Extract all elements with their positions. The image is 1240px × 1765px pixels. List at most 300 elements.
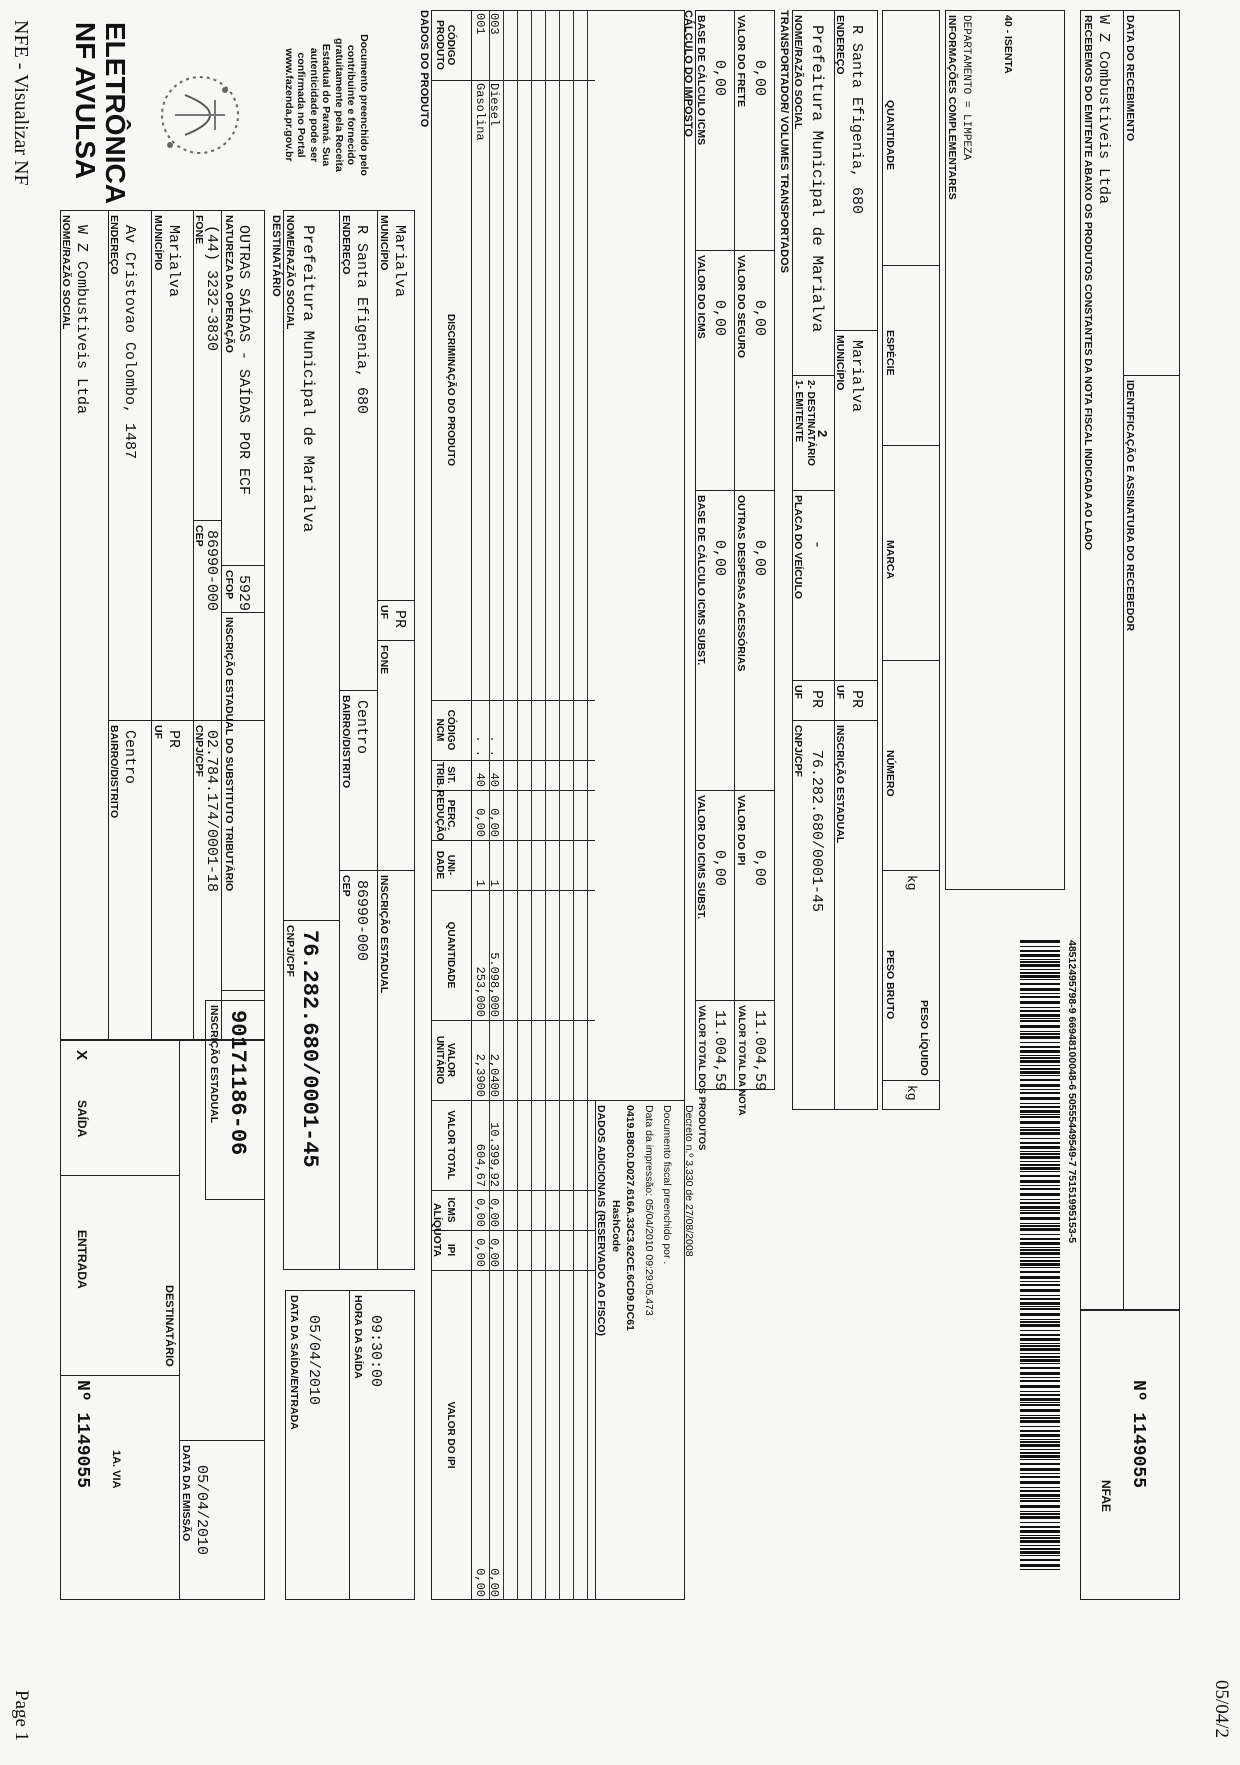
- barcode-bar: [1020, 1540, 1060, 1543]
- transp-uf2: PR: [848, 690, 865, 709]
- col-header-ipi: IPI: [445, 1243, 456, 1257]
- barcode-bar: [1020, 1530, 1060, 1533]
- barcode-bar: [1020, 1223, 1060, 1224]
- barcode-bar: [1020, 1114, 1060, 1115]
- emitente-fone-label: FONE: [193, 215, 205, 245]
- barcode-bar: [1020, 1473, 1060, 1474]
- page-label: Page 1: [11, 1690, 32, 1742]
- recibo-text: RECEBEMOS DO EMITENTE ABAIXO OS PRODUTOS CONSTANTES DA NOTA FISCAL INDICADA AO LADO: [1082, 15, 1094, 551]
- product-cell-unid: 1: [473, 879, 487, 887]
- barcode-bar: [1020, 1545, 1060, 1546]
- produtos-section: DADOS DO PRODUTO: [418, 10, 430, 128]
- product-cell-vtotal: 604,67: [473, 1143, 487, 1187]
- barcode-bar: [1020, 1569, 1060, 1570]
- hashcode-label: HashCode: [610, 1200, 622, 1252]
- emitente-ie-label: INSCRIÇÃO ESTADUAL: [208, 1005, 220, 1124]
- emitente-nome-label: NOME/RAZÃO SOCIAL: [60, 215, 72, 330]
- barcode-bar: [1020, 959, 1060, 960]
- barcode-bar: [1020, 1167, 1060, 1170]
- barcode-bar: [1020, 1338, 1060, 1341]
- barcode-bar: [1020, 1185, 1060, 1186]
- barcode-bar: [1020, 1065, 1060, 1066]
- barcode-bar: [1020, 1103, 1060, 1104]
- barcode-bar: [1020, 1156, 1060, 1159]
- frete-opt1: 1- EMITENTE: [793, 380, 804, 443]
- frete-value: 0,00: [751, 60, 768, 97]
- barcode-bar: [1020, 1068, 1060, 1070]
- barcode-bar: [1020, 1420, 1060, 1423]
- saida-label: SAÍDA: [75, 1100, 89, 1138]
- barcode-bar: [1020, 950, 1060, 952]
- barcode-bar: [1020, 1180, 1060, 1183]
- barcode: [1020, 940, 1060, 1580]
- barcode-bar: [1020, 1430, 1060, 1432]
- transp-nome-label: NOME/RAZÃO SOCIAL: [792, 15, 804, 130]
- dest-bairro-label: BAIRRO/DISTRITO: [340, 695, 352, 789]
- barcode-bar: [1020, 1513, 1060, 1515]
- dest-endereco-label: ENDEREÇO: [340, 215, 352, 275]
- barcode-bar: [1020, 1330, 1060, 1331]
- natureza-label: NATUREZA DA OPERAÇÃO: [223, 215, 235, 353]
- barcode-bar: [1020, 954, 1060, 957]
- barcode-bar: [1020, 972, 1060, 974]
- dest-nome: Prefeitura Municipal de Marialva: [299, 225, 317, 533]
- ipi-label: VALOR DO IPI: [735, 795, 747, 866]
- barcode-bar: [1020, 983, 1060, 985]
- barcode-bar: [1020, 1345, 1060, 1347]
- barcode-bar: [1020, 1171, 1060, 1172]
- barcode-text: 48512495798-9 66948100048-6 50555449549-7 75151995153-5: [1066, 940, 1078, 1244]
- barcode-bar: [1020, 1426, 1060, 1427]
- barcode-bar: [1020, 1193, 1060, 1196]
- barcode-bar: [1020, 1441, 1060, 1443]
- product-cell-qtd: 5.098,000: [487, 952, 501, 1017]
- emitente-uf-label: UF: [152, 725, 164, 739]
- barcode-bar: [1020, 1398, 1060, 1401]
- valor-icms-label: VALOR DO ICMS: [695, 255, 707, 339]
- barcode-bar: [1020, 1247, 1060, 1248]
- barcode-bar: [1020, 1127, 1060, 1128]
- quantidade-label: QUANTIDADE: [884, 100, 896, 170]
- preenchido-por: Documento fiscal preenchido por .: [661, 1105, 673, 1265]
- barcode-bar: [1020, 1494, 1060, 1497]
- barcode-bar: [1020, 1020, 1060, 1022]
- barcode-bar: [1020, 1313, 1060, 1316]
- barcode-bar: [1020, 1452, 1060, 1454]
- barcode-bar: [1020, 1516, 1060, 1519]
- barcode-bar: [1020, 1007, 1060, 1008]
- barcode-bar: [1020, 1084, 1060, 1087]
- dest-cep: 86990-000: [353, 880, 370, 962]
- saida-entrada-label: DATA DA SAÍDA/ENTRADA: [288, 1295, 300, 1430]
- peso-bruto-unit: kg: [904, 875, 919, 891]
- saida-entrada-value: 05/04/2010: [305, 1315, 322, 1406]
- transp-municipio: Marialva: [848, 340, 865, 413]
- barcode-bar: [1020, 1164, 1060, 1166]
- barcode-bar: [1020, 1234, 1060, 1235]
- saida-check-mark: X: [73, 1050, 90, 1061]
- barcode-bar: [1020, 1042, 1060, 1043]
- hora-value: 09:30:00: [367, 1315, 384, 1388]
- barcode-bar: [1020, 1092, 1060, 1094]
- col-header-descricao: DISCRIMINAÇÃO DO PRODUTO: [445, 313, 456, 467]
- notice-line: Estadual do Paraná. Sua: [320, 43, 333, 167]
- barcode-bar: [1020, 1031, 1060, 1032]
- emitente-cnpj: 02.784.174/0001-18: [203, 730, 220, 893]
- barcode-bar: [1020, 1468, 1060, 1471]
- product-cell-codigo: 001: [473, 13, 487, 35]
- barcode-bar: [1020, 1415, 1060, 1416]
- total-nota: 11.004,59: [751, 1010, 768, 1092]
- dest-nome-label: NOME/RAZÃO SOCIAL: [284, 215, 296, 330]
- barcode-bar: [1020, 1014, 1060, 1017]
- barcode-bar: [1020, 1257, 1060, 1258]
- barcode-bar: [1020, 1238, 1060, 1240]
- cfop-value: 5929: [235, 575, 252, 612]
- peso-bruto-label: PESO BRUTO: [884, 950, 896, 1020]
- product-cell-codigo: 003: [487, 13, 501, 35]
- emitente-endereco-label: ENDEREÇO: [108, 215, 120, 275]
- product-cell-icms: 0,00: [473, 1198, 487, 1227]
- barcode-bar: [1020, 1402, 1060, 1403]
- notice-line: www.fazenda.pr.gov.br: [283, 48, 295, 162]
- peso-liquido-unit: kg: [904, 1085, 919, 1101]
- recibo-number: Nº 1149055: [1128, 1380, 1148, 1489]
- barcode-bar: [1020, 1110, 1060, 1113]
- ipi-value: 0,00: [751, 850, 768, 887]
- dest-cnpj: 76.282.680/0001-45: [297, 930, 322, 1168]
- barcode-bar: [1020, 1267, 1060, 1268]
- recibo-emitente: W Z Combustiveis Ltda: [1095, 15, 1112, 205]
- barcode-bar: [1020, 1535, 1060, 1536]
- barcode-bar: [1020, 1498, 1060, 1499]
- transp-uf-label: UF: [792, 685, 804, 699]
- barcode-bar: [1020, 1281, 1060, 1282]
- base-subst: 0,00: [711, 540, 728, 577]
- barcode-bar: [1020, 1175, 1060, 1177]
- barcode-bar: [1020, 1276, 1060, 1279]
- peso-liquido-label: PESO LÍQUIDO: [918, 1000, 930, 1076]
- barcode-bar: [1020, 1555, 1060, 1556]
- barcode-bar: [1020, 1367, 1060, 1369]
- adicionais-label: DADOS ADICIONAIS (RESERVADO AO FISCO): [595, 1105, 607, 1337]
- barcode-bar: [1020, 1324, 1060, 1327]
- product-cell-sit: 40: [473, 772, 487, 787]
- barcode-bar: [1020, 1228, 1060, 1231]
- barcode-bar: [1020, 1046, 1060, 1048]
- barcode-bar: [1020, 1116, 1060, 1118]
- transp-municipio-label: MUNICÍPIO: [834, 335, 846, 391]
- recibo-assinatura-label: IDENTIFICAÇÃO E ASSINATURA DO RECEBEDOR: [1124, 380, 1136, 632]
- notice-line: contribuinte e fornecido: [345, 44, 358, 166]
- decreto: Decreto n.º 3.330 de 27/08/2008: [683, 1105, 695, 1257]
- outras-despesas-label: OUTRAS DESPESAS ACESSÓRIAS: [735, 495, 747, 672]
- impressao-date: Data da impressão: 05/04/2010 09:29:05.473: [643, 1105, 655, 1316]
- product-cell-descricao: Gasolina: [473, 83, 487, 141]
- transp-endereco: R Santa Efigenia, 680: [848, 25, 865, 215]
- emissao-label: DATA DA EMISSÃO: [180, 1445, 192, 1542]
- barcode-bar: [1020, 1377, 1060, 1378]
- barcode-bar: [1020, 1055, 1060, 1056]
- placa-value: -: [808, 540, 825, 550]
- barcode-bar: [1020, 1249, 1060, 1251]
- barcode-bar: [1020, 1146, 1060, 1149]
- notice-line: autenticidade pode ser: [308, 47, 320, 163]
- info-section: INFORMAÇÕES COMPLEMENTARES: [946, 15, 958, 200]
- product-cell-vipi: 0,00: [487, 1568, 501, 1597]
- emitente-uf: PR: [165, 730, 182, 749]
- barcode-bar: [1020, 1089, 1060, 1090]
- emitente-bairro: Centro: [121, 730, 138, 785]
- hashcode-value: 0419.B8C0.D027.616A.33C3.62CE.6CD9.DC61: [624, 1105, 636, 1331]
- notice-line: gratuitamente pela Receita: [333, 38, 345, 172]
- col-header-vtotal: VALOR TOTAL: [445, 1110, 456, 1180]
- barcode-bar: [1020, 1271, 1060, 1273]
- barcode-bar: [1020, 1380, 1060, 1382]
- barcode-bar: [1020, 1444, 1060, 1447]
- emitente-endereco: Av Cristovao Colombo, 1487: [121, 225, 138, 460]
- col-header-aliquota: ALÍQUOTA: [431, 1202, 443, 1258]
- product-cell-qtd: 253,000: [473, 966, 487, 1017]
- barcode-bar: [1020, 1353, 1060, 1354]
- barcode-bar: [1020, 961, 1060, 963]
- barcode-bar: [1020, 1404, 1060, 1406]
- destinatario-tag: DESTINATÁRIO: [163, 1285, 175, 1367]
- imposto-section: CÁLCULO DO IMPOSTO: [682, 10, 694, 137]
- app-title: NFE - Visualizar NF: [10, 20, 32, 186]
- total-produtos: 11.004,59: [711, 1010, 728, 1092]
- barcode-bar: [1020, 964, 1060, 967]
- barcode-bar: [1020, 1505, 1060, 1508]
- barcode-bar: [1020, 1348, 1060, 1351]
- barcode-bar: [1020, 1409, 1060, 1412]
- emitente-cep: 86990-000: [203, 530, 220, 612]
- dest-cep-label: CEP: [340, 875, 352, 897]
- barcode-bar: [1020, 969, 1060, 970]
- transp-cnpj: 76.282.680/0001-45: [808, 750, 825, 913]
- transp-uf2-label: UF: [834, 685, 846, 699]
- product-cell-ipi: 0,00: [487, 1238, 501, 1267]
- transp-cnpj-label: CNPJ/CPF: [792, 725, 804, 777]
- barcode-bar: [1020, 988, 1060, 991]
- product-cell-ncm: . .: [487, 735, 501, 757]
- notice-line: confirmada no Portal: [295, 52, 308, 158]
- col-header-vipi: VALOR DO IPI: [445, 1401, 456, 1469]
- barcode-bar: [1020, 1334, 1060, 1336]
- barcode-bar: [1020, 1551, 1060, 1554]
- barcode-bar: [1020, 1481, 1060, 1484]
- barcode-bar: [1020, 1559, 1060, 1561]
- barcode-bar: [1020, 1057, 1060, 1059]
- barcode-bar: [1020, 1391, 1060, 1392]
- product-cell-vtotal: 10.399,92: [487, 1122, 501, 1187]
- barcode-bar: [1020, 1018, 1060, 1019]
- product-cell-ncm: . .: [473, 735, 487, 757]
- col-header-icms: ICMS: [445, 1197, 456, 1223]
- barcode-bar: [1020, 1487, 1060, 1488]
- authenticity-notice: [283, 10, 371, 200]
- barcode-bar: [1020, 1319, 1060, 1320]
- emissao-value: 05/04/2010: [193, 1465, 210, 1556]
- transp-nome: Prefeitura Municipal de Marialva: [808, 25, 826, 333]
- barcode-bar: [1020, 1295, 1060, 1296]
- product-cell-perc: 0,00: [473, 808, 487, 837]
- barcode-bar: [1020, 1242, 1060, 1245]
- barcode-bar: [1020, 1463, 1060, 1465]
- col-header-perc: PERC. REDUÇÃO: [434, 790, 456, 841]
- barcode-bar: [1020, 1289, 1060, 1292]
- barcode-bar: [1020, 1025, 1060, 1028]
- barcode-bar: [1020, 1476, 1060, 1478]
- barcode-bar: [1020, 1511, 1060, 1512]
- barcode-bar: [1020, 1263, 1060, 1266]
- barcode-bar: [1020, 1298, 1060, 1300]
- col-header-vunit: VALOR UNITÁRIO: [434, 1035, 456, 1085]
- ie-st-label: INSCRIÇÃO ESTADUAL DO SUBSTITUTO TRIBUTÁRIO: [223, 617, 235, 892]
- product-cell-icms: 0,00: [487, 1198, 501, 1227]
- dest-endereco: R Santa Efigenia, 680: [353, 225, 370, 415]
- dest-bairro: Centro: [353, 700, 370, 755]
- barcode-bar: [1020, 1071, 1060, 1074]
- barcode-bar: [1020, 1153, 1060, 1155]
- col-header-qtd: QUANTIDADE: [445, 921, 456, 989]
- nf-number: Nº 1149055: [72, 1380, 92, 1489]
- barcode-bar: [1020, 1372, 1060, 1375]
- dest-ie-label: INSCRIÇÃO ESTADUAL: [378, 875, 390, 994]
- barcode-bar: [1020, 979, 1060, 980]
- base-icms-label: BASE DE CÁLCULO ICMS: [695, 15, 707, 146]
- barcode-bar: [1020, 1138, 1060, 1139]
- barcode-bar: [1020, 1151, 1060, 1152]
- barcode-bar: [1020, 1188, 1060, 1190]
- barcode-bar: [1020, 1206, 1060, 1209]
- transp-endereco-label: ENDEREÇO: [834, 15, 846, 75]
- nf-title-line1: NF AVULSA: [70, 22, 101, 180]
- product-cell-ipi: 0,00: [473, 1238, 487, 1267]
- natureza-operacao: OUTRAS SAÍDAS - SAÍDAS POR ECF: [235, 225, 252, 496]
- recibo-data-label: DATA DO RECEBIMENTO: [1124, 15, 1136, 142]
- product-cell-sit: 40: [487, 772, 501, 787]
- barcode-bar: [1020, 975, 1060, 978]
- especie-label: ESPÉCIE: [884, 330, 896, 376]
- barcode-bar: [1020, 1537, 1060, 1539]
- barcode-bar: [1020, 1001, 1060, 1004]
- base-icms: 0,00: [711, 60, 728, 97]
- placa-label: PLACA DO VEÍCULO: [792, 495, 804, 600]
- product-cell-vunit: 2,3900: [473, 1053, 487, 1097]
- nfae-label: NFAE: [1099, 1480, 1113, 1513]
- via-label: 1A. VIA: [110, 1450, 122, 1489]
- info-departamento: DEPARTAMENTO = LIMPEZA: [960, 15, 972, 161]
- barcode-bar: [1020, 1434, 1060, 1437]
- barcode-bar: [1020, 1106, 1060, 1108]
- frete-label: VALOR DO FRETE: [735, 15, 747, 107]
- barcode-bar: [1020, 1199, 1060, 1200]
- product-cell-vipi: 0,00: [473, 1568, 487, 1597]
- seguro-label: VALOR DO SEGURO: [735, 255, 747, 359]
- valor-subst-label: VALOR DO ICMS SUBST.: [695, 795, 707, 920]
- product-cell-vunit: 2,0400: [487, 1053, 501, 1097]
- barcode-bar: [1020, 1132, 1060, 1135]
- barcode-bar: [1020, 1500, 1060, 1502]
- barcode-bar: [1020, 1079, 1060, 1081]
- col-header-codigo: CÓDIGO PRODUTO: [434, 20, 456, 70]
- barcode-bar: [1020, 1526, 1060, 1528]
- seguro-value: 0,00: [751, 300, 768, 337]
- barcode-bar: [1020, 1490, 1060, 1492]
- emitente-cep-label: CEP: [193, 525, 205, 547]
- barcode-bar: [1020, 1359, 1060, 1362]
- barcode-bar: [1020, 1050, 1060, 1053]
- barcode-bar: [1020, 1036, 1060, 1039]
- numero-label: NÚMERO: [884, 750, 896, 797]
- entrada-label: ENTRADA: [75, 1230, 89, 1289]
- barcode-bar: [1020, 1356, 1060, 1358]
- emitente-nome: W Z Combustiveis Ltda: [73, 225, 90, 415]
- emitente-municipio: Marialva: [165, 225, 182, 298]
- valor-subst: 0,00: [711, 850, 728, 887]
- hora-label: HORA DA SAÍDA: [352, 1295, 364, 1379]
- barcode-bar: [1020, 1385, 1060, 1388]
- dest-cnpj-label: CNPJ/CPF: [284, 925, 296, 977]
- barcode-bar: [1020, 1343, 1060, 1344]
- frete-opt2: 2- DESTINATÁRIO: [805, 380, 816, 466]
- notice-line: Documento preenchido pelo: [358, 34, 370, 176]
- barcode-bar: [1020, 993, 1060, 994]
- barcode-bar: [1020, 1075, 1060, 1076]
- barcode-bar: [1020, 1455, 1060, 1458]
- dest-uf: PR: [391, 610, 408, 629]
- barcode-bar: [1020, 1306, 1060, 1307]
- emitente-ie: 90171186-06: [225, 1010, 250, 1156]
- col-header-unid: UNI- DADE: [434, 850, 456, 880]
- total-nota-label: VALOR TOTAL DA NOTA: [736, 1005, 747, 1116]
- barcode-bar: [1020, 1459, 1060, 1460]
- product-cell-unid: 1: [487, 879, 501, 887]
- barcode-bar: [1020, 1202, 1060, 1204]
- product-cell-descricao: Diesel: [487, 83, 501, 127]
- barcode-bar: [1020, 1121, 1060, 1124]
- frete-por-conta: 2: [815, 430, 830, 438]
- info-isenta: 40 - ISENTA: [1002, 15, 1014, 74]
- emitente-cnpj-label: CNPJ/CPF: [193, 725, 205, 777]
- emitente-fone: (44) 3232-3830: [203, 225, 220, 352]
- barcode-bar: [1020, 996, 1060, 998]
- barcode-bar: [1020, 1033, 1060, 1035]
- barcode-bar: [1020, 1161, 1060, 1162]
- cfop-label: CFOP: [223, 570, 235, 600]
- col-header-sit: SIT. TRIB.: [434, 761, 456, 789]
- total-produtos-label: VALOR TOTAL DOS PRODUTOS: [696, 1005, 707, 1151]
- transp-uf: PR: [808, 690, 825, 709]
- barcode-bar: [1020, 1439, 1060, 1440]
- barcode-bar: [1020, 1522, 1060, 1523]
- barcode-bar: [1020, 1097, 1060, 1100]
- barcode-bar: [1020, 940, 1060, 943]
- barcode-bar: [1020, 1449, 1060, 1450]
- barcode-bar: [1020, 1321, 1060, 1323]
- barcode-bar: [1020, 1564, 1060, 1567]
- barcode-bar: [1020, 946, 1060, 947]
- marca-label: MARCA: [884, 540, 896, 580]
- barcode-bar: [1020, 1417, 1060, 1419]
- transportador-box: [792, 10, 878, 1110]
- barcode-bar: [1020, 1308, 1060, 1310]
- barcode-bar: [1020, 1252, 1060, 1255]
- transp-ie-label: INSCRIÇÃO ESTADUAL: [834, 725, 846, 844]
- barcode-bar: [1020, 1548, 1060, 1550]
- emitente-municipio-label: MUNICÍPIO: [152, 215, 164, 271]
